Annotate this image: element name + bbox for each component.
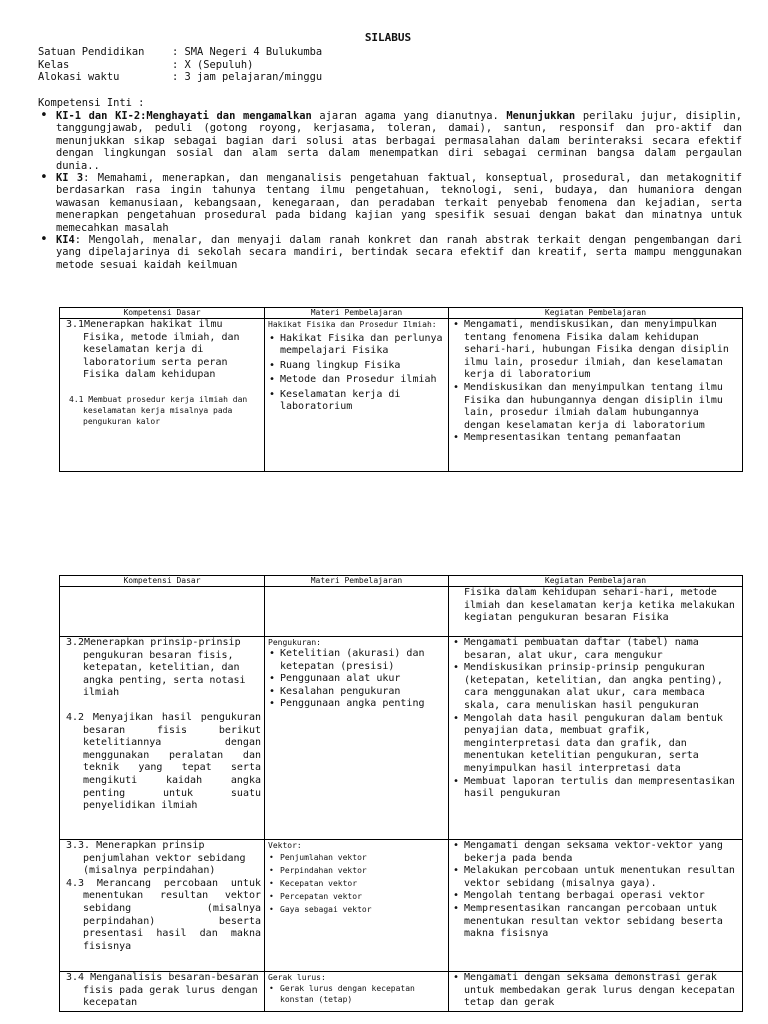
mp-item: • Penjumlahan vektor [268, 851, 445, 864]
mp-title: Gerak lurus: [268, 973, 326, 982]
kd-4-3: 4.3 Merancang percobaan untuk menentukan resultan vektor sebidang (misalnya perpindahan) beserta presentasi hasil dan makna fisisnya [66, 877, 261, 952]
mp-list [268, 851, 445, 916]
mp-cell [265, 840, 449, 972]
kp-item: • Mengamati pembuatan daftar (tabel) nama besaran, alat ukur, cara mengukur [452, 637, 739, 662]
page-title: SILABUS [364, 31, 412, 44]
ki-heading: Kompetensi Inti : [38, 97, 145, 109]
mp-item: • Gerak lurus dengan kecepatan konstan (tetap) [268, 983, 445, 1005]
kp-list [452, 637, 739, 801]
kp-item: • Mengamati, mendiskusikan, dan menyimpulkan tentang fenomena Fisika dalam kehidupan sehari-hari, hubungan Fisika dengan disiplin ilmu lain, prosedur ilmiah, dan keselamatan kerja di laboratorium [452, 319, 739, 382]
kd-cell [60, 840, 265, 972]
meta-row [38, 71, 322, 84]
mp-item: • Kesalahan pengukuran [268, 686, 445, 699]
ki-text: : Memahami, menerapkan, dan menganalisis pengetahuan faktual, konseptual, prosedural, dan metakognitif berdasarkan rasa ingin tahunya tentang ilmu pengetahuan, teknologi, seni, budaya, dan humaniora dengan wawasan kemanusiaan, kebangsaan, kenegaraan, dan peradaban terkait penyebab fenomena dan kejadian, serta menerapkan pengetahuan prosedural pada bidang kajian yang spesifik sesuai dengan bakat dan minatnya untuk memecahkan masalah [56, 172, 742, 234]
ki-lead: KI 3 [56, 172, 84, 185]
mp-item: • Keselamatan kerja di laboratorium [268, 389, 445, 414]
kp-item: • Mendiskusikan prinsip-prinsip pengukuran (ketepatan, ketelitian, dan angka penting), cara menggunakan alat ukur, cara membaca skala, cara menuliskan hasil pengukuran [452, 662, 739, 712]
header-kd: Kompetensi Dasar [60, 576, 265, 587]
mp-item: • Penggunaan angka penting [268, 698, 445, 711]
meta-row [38, 59, 322, 72]
mp-item: • Hakikat Fisika dan perlunya mempelajari Fisika [268, 333, 445, 358]
kp-cell [449, 840, 743, 972]
ki-item [38, 234, 742, 271]
kp-cell [449, 972, 743, 1012]
kp-item: • Mengamati dengan seksama vektor-vektor yang bekerja pada benda [452, 840, 739, 865]
mp-item: • Metode dan Prosedur ilmiah [268, 374, 445, 387]
mp-title: Pengukuran: [268, 638, 321, 647]
meta-value: : SMA Negeri 4 Bulukumba [172, 46, 323, 58]
mp-cell [265, 587, 449, 637]
identity-block [38, 46, 322, 84]
meta-label: Satuan Pendidikan [38, 46, 145, 58]
mp-cell [265, 319, 449, 472]
header-kp: Kegiatan Pembelajaran [449, 308, 743, 319]
header-mp: Materi Pembelajaran [265, 576, 449, 587]
kp-item: • Melakukan percobaan untuk menentukan resultan vektor sebidang (misalnya gaya). [452, 865, 739, 890]
mp-item: • Penggunaan alat ukur [268, 673, 445, 686]
kd-3-4: 3.4 Menganalisis besaran-besaran fisis pada gerak lurus dengan kecepatan [66, 972, 259, 1009]
header-kd: Kompetensi Dasar [60, 308, 265, 319]
meta-value: : 3 jam pelajaran/minggu [172, 71, 323, 83]
mp-title: Vektor: [268, 841, 302, 850]
mp-item: • Percepatan vektor [268, 890, 445, 903]
kd-cell [60, 319, 265, 472]
header-kp: Kegiatan Pembelajaran [449, 576, 743, 587]
meta-label: Kelas [38, 58, 70, 71]
ki-lead: KI4 [56, 234, 75, 247]
mp-cell [265, 972, 449, 1012]
mp-item: • Gaya sebagai vektor [268, 903, 445, 916]
ki-bold: Menunjukkan [506, 110, 576, 122]
meta-value: : X (Sepuluh) [172, 58, 254, 71]
syllabus-table-1 [59, 307, 743, 472]
mp-title: Hakikat Fisika dan Prosedur Ilmiah: [268, 320, 437, 329]
kp-cell [449, 587, 743, 637]
kp-item: • Mendiskusikan dan menyimpulkan tentang ilmu Fisika dan hubungannya dengan disiplin ilmu lain, prosedur ilmiah dalam hubungannya dengan keselamatan kerja di laboratorium [452, 382, 739, 432]
mp-cell [265, 637, 449, 840]
kp-list [452, 840, 739, 941]
ki-lead: KI-1 dan KI-2: [56, 110, 147, 122]
ki-text: : Mengolah, menalar, dan menyaji dalam ranah konkret dan ranah abstrak terkait dengan pengembangan dari yang dipelajarinya di sekolah secara mandiri, bertindak secara efektif dan kreatif, serta mampu menggunakan metode sesuai kaidah keilmuan [56, 234, 742, 271]
mp-list [268, 333, 445, 415]
kd-4-1: 4.1 Membuat prosedur kerja ilmiah dan keselamatan kerja misalnya pada pengukuran kalor [69, 394, 248, 426]
kp-list [452, 319, 739, 445]
kp-item: • Mempresentasikan tentang pemanfaatan [452, 432, 739, 445]
meta-label: Alokasi waktu [38, 71, 120, 83]
kd-3-2: 3.2Menerapkan prinsip-prinsip pengukuran besaran fisis, ketepatan, ketelitian, dan angka penting, serta notasi ilmiah [66, 637, 246, 699]
ki-bold: Menghayati dan mengamalkan [146, 110, 312, 122]
kp-cell [449, 319, 743, 472]
kp-item: • Membuat laporan tertulis dan mempresentasikan hasil pengukuran [452, 776, 739, 801]
ki-item [38, 110, 742, 172]
kp-list [452, 972, 739, 1010]
ki-list [38, 110, 742, 271]
meta-row [38, 46, 322, 59]
ki-item [38, 172, 742, 234]
mp-item: • Perpindahan vektor [268, 864, 445, 877]
kd-4-2: 4.2 Menyajikan hasil pengukuran besaran fisis berikut ketelitiannya dengan menggunakan peralatan dan teknik yang tepat serta mengikuti kaidah angka penting untuk suatu penyelidikan ilmiah [66, 711, 261, 812]
kd-cell [60, 637, 265, 840]
kp-item: • Mengolah tentang berbagai operasi vektor [452, 890, 739, 903]
kp-cell [449, 637, 743, 840]
mp-item: • Ketelitian (akurasi) dan ketepatan (presisi) [268, 648, 445, 673]
kp-continuation: Fisika dalam kehidupan sehari-hari, metode ilmiah dan keselamatan kerja ketika melakukan kegiatan pengukuran besaran Fisika [464, 587, 735, 624]
mp-list [268, 648, 445, 711]
kd-cell [60, 587, 265, 637]
kd-3-1: 3.1Menerapkan hakikat ilmu Fisika, metode ilmiah, dan keselamatan kerja di laboratorium serta peran Fisika dalam kehidupan [66, 319, 240, 381]
mp-item: • Kecepatan vektor [268, 877, 445, 890]
kd-3-3: 3.3. Menerapkan prinsip penjumlahan vektor sebidang (misalnya perpindahan) [66, 840, 246, 877]
kd-cell [60, 972, 265, 1012]
kp-item: • Mengamati dengan seksama demonstrasi gerak untuk membedakan gerak lurus dengan kecepatan tetap dan gerak [452, 972, 739, 1010]
mp-item: • Ruang lingkup Fisika [268, 360, 445, 373]
ki-text: ajaran agama yang dianutnya. [311, 110, 507, 122]
header-mp: Materi Pembelajaran [265, 308, 449, 319]
mp-list [268, 983, 445, 1005]
syllabus-table-2 [59, 575, 743, 1012]
kp-item: • Mempresentasikan rancangan percobaan untuk menentukan resultan vektor sebidang beserta makna fisisnya [452, 903, 739, 941]
ki-text: perilaku jujur, disiplin, tanggungjawab, peduli (gotong royong, kerjasama, toleran, damai), santun, responsif dan pro-aktif dan menunjukkan sikap sebagai bagian dari solusi atas berbagai permasalahan dalam berinteraksi secara efektif dengan lingkungan sosial dan alam serta dalam menempatkan diri sebagai cerminan bangsa dalam pergaulan dunia.. [56, 110, 742, 172]
kp-item: • Mengolah data hasil pengukuran dalam bentuk penyajian data, membuat grafik, menginterpretasi data dan grafik, dan menentukan ketelitian pengukuran, serta menyimpulkan hasil interpretasi data [452, 713, 739, 776]
